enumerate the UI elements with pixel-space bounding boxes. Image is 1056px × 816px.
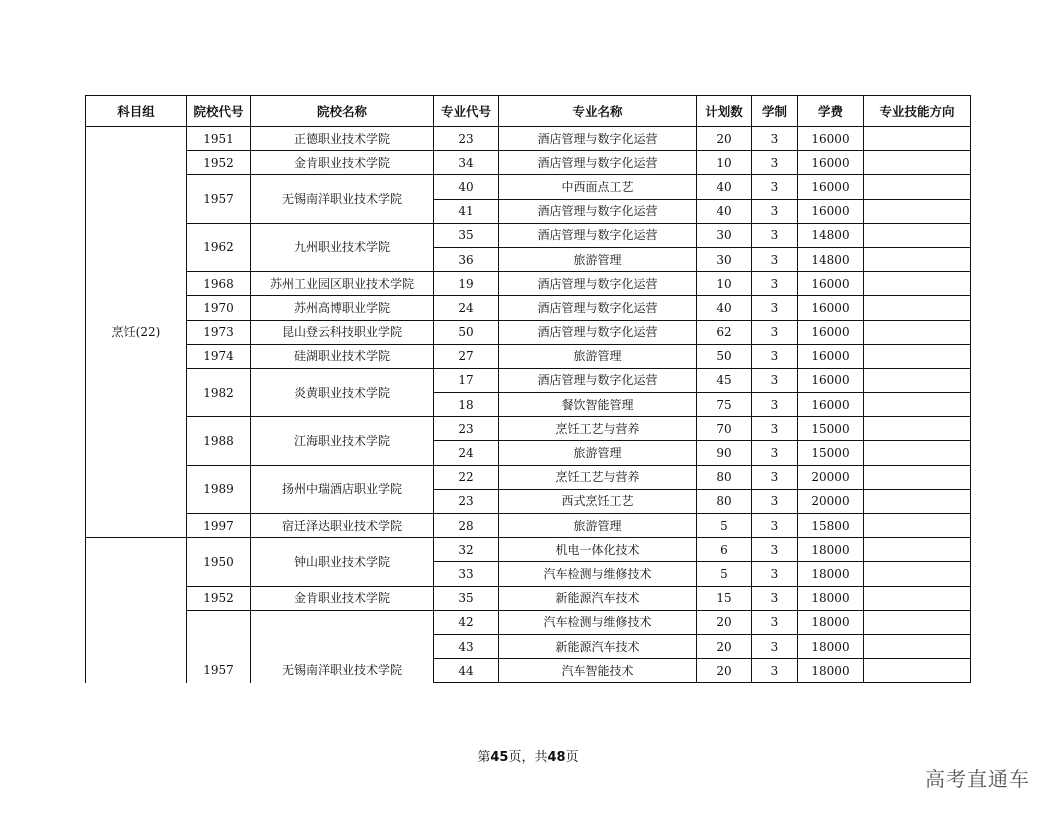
years-cell: 3 [752,586,798,610]
tuition-cell: 16000 [798,368,864,392]
school-code-cell: 1974 [187,344,251,368]
years-cell: 3 [752,634,798,658]
plan-count-cell: 40 [697,175,752,199]
header-major-code: 专业代号 [434,96,499,127]
header-tuition: 学费 [798,96,864,127]
watermark-text: 高考直通车 [925,767,1030,791]
school-name-cell: 苏州工业园区职业技术学院 [251,272,434,296]
years-cell: 3 [752,610,798,634]
current-page-number: 45 [490,750,509,765]
school-code-cell: 1952 [187,586,251,610]
skill-direction-cell [864,151,971,175]
skill-direction-cell [864,441,971,465]
school-name-cell: 江海职业技术学院 [251,417,434,465]
tuition-cell: 16000 [798,296,864,320]
tuition-cell: 18000 [798,634,864,658]
major-name-cell: 汽车检测与维修技术 [499,610,697,634]
tuition-cell: 18000 [798,562,864,586]
skill-direction-cell [864,175,971,199]
school-code-cell: 1973 [187,320,251,344]
school-name-cell: 炎黄职业技术学院 [251,368,434,416]
major-name-cell: 汽车检测与维修技术 [499,562,697,586]
admissions-table [85,95,971,683]
school-name-cell: 硅湖职业技术学院 [251,344,434,368]
school-code-cell: 1989 [187,465,251,513]
major-name-cell: 餐饮智能管理 [499,393,697,417]
major-code-cell: 23 [434,489,499,513]
plan-count-cell: 80 [697,465,752,489]
years-cell: 3 [752,223,798,247]
school-name-cell: 扬州中瑞酒店职业学院 [251,465,434,513]
tuition-cell: 18000 [798,586,864,610]
major-name-cell: 酒店管理与数字化运营 [499,151,697,175]
skill-direction-cell [864,659,971,683]
skill-direction-cell [864,393,971,417]
table-row [86,272,971,296]
table-row [86,417,971,441]
tuition-cell: 16000 [798,344,864,368]
years-cell: 3 [752,320,798,344]
header-years: 学制 [752,96,798,127]
major-name-cell: 西式烹饪工艺 [499,489,697,513]
school-name-cell: 无锡南洋职业技术学院 [251,610,434,683]
school-name-cell: 正德职业技术学院 [251,127,434,151]
tuition-cell: 18000 [798,610,864,634]
header-skill-direction: 专业技能方向 [864,96,971,127]
tuition-cell: 16000 [798,175,864,199]
major-name-cell: 酒店管理与数字化运营 [499,127,697,151]
years-cell: 3 [752,562,798,586]
major-code-cell: 41 [434,199,499,223]
major-code-cell: 35 [434,223,499,247]
table-row [86,538,971,562]
tuition-cell: 15000 [798,417,864,441]
tuition-cell: 14800 [798,247,864,271]
school-name-cell: 金肯职业技术学院 [251,151,434,175]
plan-count-cell: 20 [697,610,752,634]
skill-direction-cell [864,296,971,320]
major-name-cell: 新能源汽车技术 [499,586,697,610]
major-name-cell: 旅游管理 [499,247,697,271]
tuition-cell: 18000 [798,538,864,562]
major-code-cell: 34 [434,151,499,175]
header-school-code: 院校代号 [187,96,251,127]
major-name-cell: 酒店管理与数字化运营 [499,296,697,320]
tuition-cell: 15000 [798,441,864,465]
years-cell: 3 [752,199,798,223]
plan-count-cell: 75 [697,393,752,417]
table-row [86,465,971,489]
school-name-cell: 苏州高博职业学院 [251,296,434,320]
skill-direction-cell [864,344,971,368]
major-code-cell: 24 [434,296,499,320]
years-cell: 3 [752,417,798,441]
school-code-cell: 1957 [187,610,251,683]
years-cell: 3 [752,393,798,417]
major-name-cell: 汽车智能技术 [499,659,697,683]
header-subject-group: 科目组 [86,96,187,127]
major-code-cell: 42 [434,610,499,634]
major-code-cell: 23 [434,417,499,441]
major-code-cell: 28 [434,514,499,538]
school-code-cell: 1962 [187,223,251,271]
table-row [86,151,971,175]
table-header-row [86,96,971,127]
skill-direction-cell [864,272,971,296]
skill-direction-cell [864,368,971,392]
plan-count-cell: 62 [697,320,752,344]
major-name-cell: 酒店管理与数字化运营 [499,272,697,296]
subject-group-cell: 烹饪(22) [86,127,187,538]
plan-count-cell: 40 [697,199,752,223]
table-row [86,368,971,392]
tuition-cell: 20000 [798,465,864,489]
years-cell: 3 [752,441,798,465]
skill-direction-cell [864,127,971,151]
skill-direction-cell [864,514,971,538]
plan-count-cell: 20 [697,634,752,658]
years-cell: 3 [752,538,798,562]
school-code-cell: 1982 [187,368,251,416]
skill-direction-cell [864,417,971,441]
skill-direction-cell [864,320,971,344]
major-code-cell: 32 [434,538,499,562]
school-name-cell: 昆山登云科技职业学院 [251,320,434,344]
major-name-cell: 新能源汽车技术 [499,634,697,658]
school-code-cell: 1997 [187,514,251,538]
table-row [86,127,971,151]
major-name-cell: 酒店管理与数字化运营 [499,199,697,223]
plan-count-cell: 45 [697,368,752,392]
years-cell: 3 [752,127,798,151]
years-cell: 3 [752,368,798,392]
table-row [86,344,971,368]
header-school-name: 院校名称 [251,96,434,127]
school-name-cell: 九州职业技术学院 [251,223,434,271]
years-cell: 3 [752,175,798,199]
major-code-cell: 18 [434,393,499,417]
major-code-cell: 19 [434,272,499,296]
skill-direction-cell [864,610,971,634]
years-cell: 3 [752,659,798,683]
skill-direction-cell [864,247,971,271]
school-code-cell: 1970 [187,296,251,320]
skill-direction-cell [864,489,971,513]
plan-count-cell: 6 [697,538,752,562]
years-cell: 3 [752,296,798,320]
total-page-number: 48 [547,750,566,765]
plan-count-cell: 10 [697,151,752,175]
tuition-cell: 20000 [798,489,864,513]
skill-direction-cell [864,586,971,610]
major-code-cell: 36 [434,247,499,271]
school-name-cell: 金肯职业技术学院 [251,586,434,610]
major-code-cell: 43 [434,634,499,658]
table-row [86,586,971,610]
header-major-name: 专业名称 [499,96,697,127]
plan-count-cell: 30 [697,223,752,247]
skill-direction-cell [864,199,971,223]
major-name-cell: 酒店管理与数字化运营 [499,223,697,247]
tuition-cell: 14800 [798,223,864,247]
major-name-cell: 烹饪工艺与营养 [499,465,697,489]
subject-group-cell [86,538,187,683]
school-code-cell: 1951 [187,127,251,151]
skill-direction-cell [864,634,971,658]
tuition-cell: 16000 [798,272,864,296]
tuition-cell: 16000 [798,320,864,344]
major-name-cell: 酒店管理与数字化运营 [499,368,697,392]
years-cell: 3 [752,151,798,175]
major-name-cell: 旅游管理 [499,514,697,538]
tuition-cell: 16000 [798,393,864,417]
major-name-cell: 机电一体化技术 [499,538,697,562]
plan-count-cell: 40 [697,296,752,320]
table-row [86,223,971,247]
table-row [86,296,971,320]
major-code-cell: 23 [434,127,499,151]
skill-direction-cell [864,465,971,489]
plan-count-cell: 5 [697,562,752,586]
plan-count-cell: 20 [697,127,752,151]
major-name-cell: 旅游管理 [499,344,697,368]
tuition-cell: 16000 [798,199,864,223]
page-number-footer [0,746,1056,765]
major-code-cell: 44 [434,659,499,683]
major-code-cell: 22 [434,465,499,489]
table-row [86,514,971,538]
table-row [86,610,971,634]
years-cell: 3 [752,489,798,513]
major-code-cell: 24 [434,441,499,465]
school-code-cell: 1988 [187,417,251,465]
years-cell: 3 [752,247,798,271]
major-code-cell: 17 [434,368,499,392]
years-cell: 3 [752,272,798,296]
years-cell: 3 [752,344,798,368]
plan-count-cell: 20 [697,659,752,683]
plan-count-cell: 90 [697,441,752,465]
major-code-cell: 27 [434,344,499,368]
school-name-cell: 宿迁泽达职业技术学院 [251,514,434,538]
tuition-cell: 18000 [798,659,864,683]
years-cell: 3 [752,514,798,538]
major-code-cell: 33 [434,562,499,586]
school-code-cell: 1957 [187,175,251,223]
plan-count-cell: 15 [697,586,752,610]
skill-direction-cell [864,538,971,562]
major-name-cell: 酒店管理与数字化运营 [499,320,697,344]
plan-count-cell: 5 [697,514,752,538]
table-row [86,320,971,344]
major-code-cell: 40 [434,175,499,199]
tuition-cell: 16000 [798,127,864,151]
skill-direction-cell [864,223,971,247]
major-name-cell: 中西面点工艺 [499,175,697,199]
footer-middle: 页，共 [508,750,548,765]
school-code-cell: 1968 [187,272,251,296]
major-code-cell: 35 [434,586,499,610]
table-row [86,175,971,199]
plan-count-cell: 70 [697,417,752,441]
tuition-cell: 16000 [798,151,864,175]
school-code-cell: 1950 [187,538,251,586]
school-name-cell: 无锡南洋职业技术学院 [251,175,434,223]
header-plan-count: 计划数 [697,96,752,127]
footer-prefix: 第 [477,750,491,765]
major-name-cell: 烹饪工艺与营养 [499,417,697,441]
plan-count-cell: 10 [697,272,752,296]
years-cell: 3 [752,465,798,489]
plan-count-cell: 50 [697,344,752,368]
plan-count-cell: 30 [697,247,752,271]
plan-count-cell: 80 [697,489,752,513]
major-code-cell: 50 [434,320,499,344]
tuition-cell: 15800 [798,514,864,538]
footer-suffix: 页 [565,750,579,765]
school-name-cell: 钟山职业技术学院 [251,538,434,586]
skill-direction-cell [864,562,971,586]
school-code-cell: 1952 [187,151,251,175]
major-name-cell: 旅游管理 [499,441,697,465]
